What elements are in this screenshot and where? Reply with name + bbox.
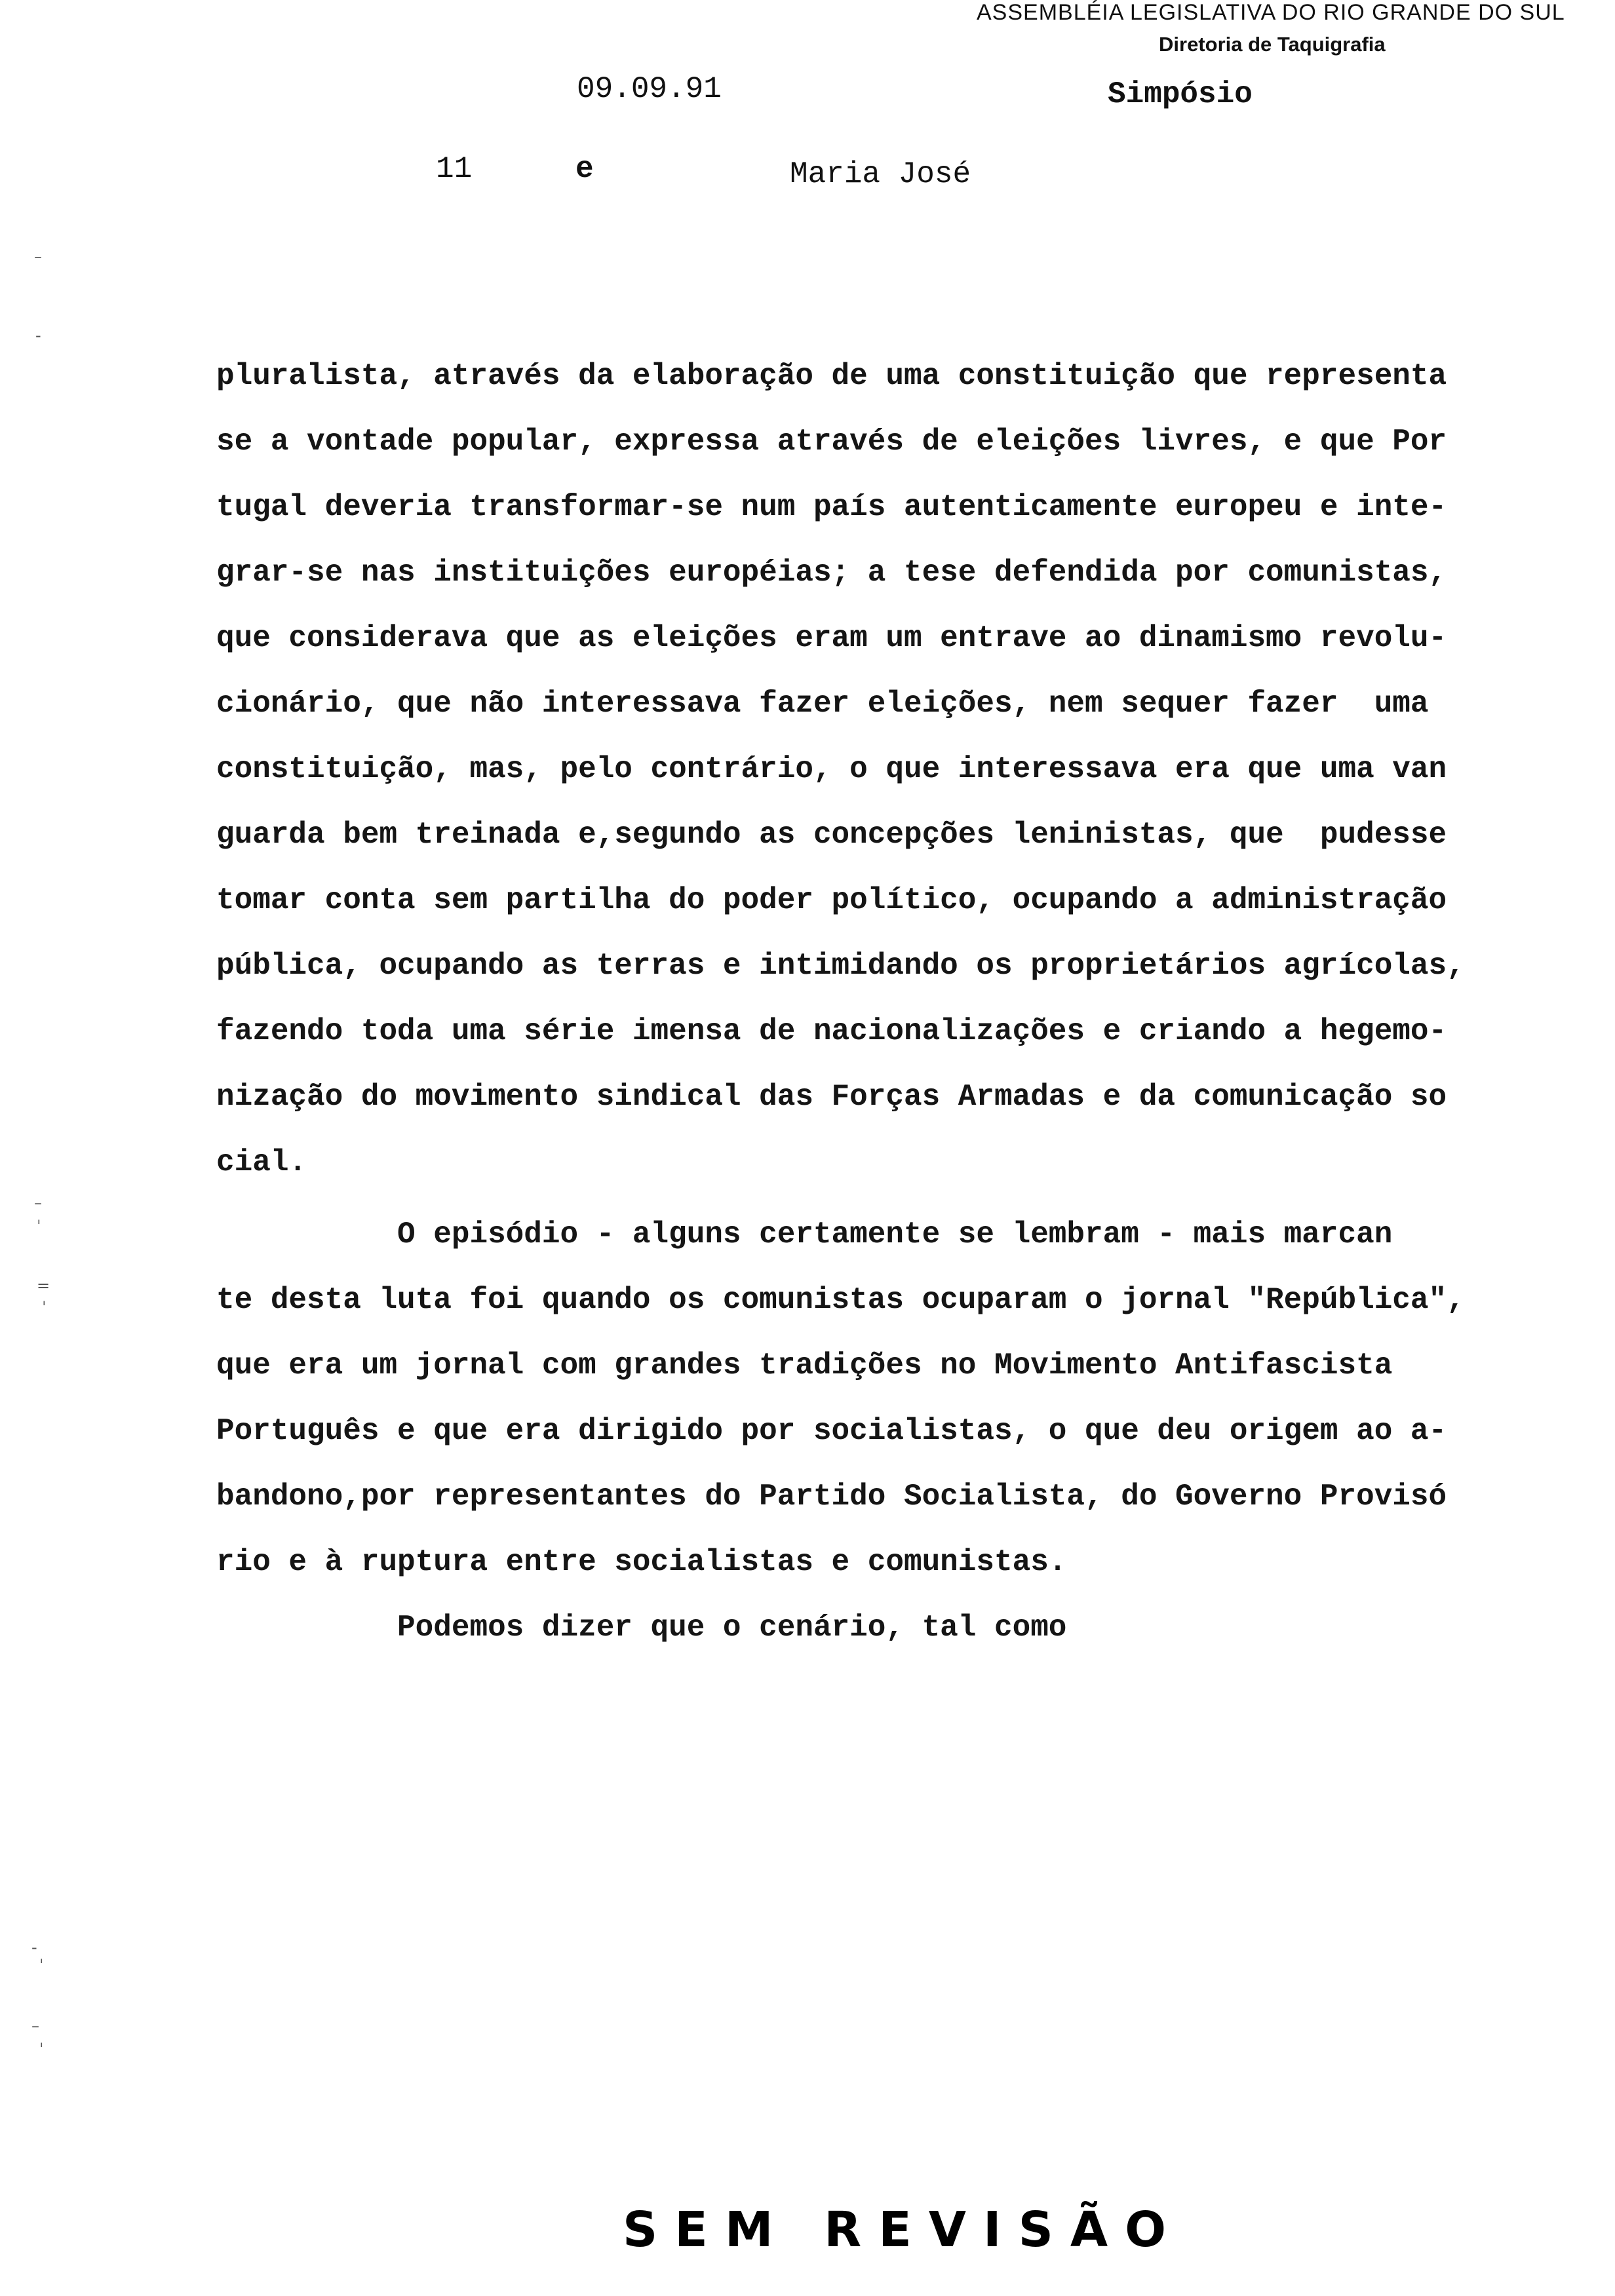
text-line: Português e que era dirigido por socialistas, o que deu origem ao a-	[216, 1414, 1447, 1448]
text-line: grar-se nas instituições européias; a tese defendida por comunistas,	[216, 556, 1447, 590]
text-line: tomar conta sem partilha do poder político, ocupando a administração	[216, 883, 1447, 917]
margin-mark: –	[31, 2017, 39, 2035]
margin-mark: ˈ	[42, 1299, 47, 1317]
margin-mark: ˈ	[39, 2040, 44, 2059]
event-name: Simpósio	[1108, 77, 1253, 111]
text-line: O episódio - alguns certamente se lembram - mais marcan	[216, 1217, 1393, 1252]
margin-mark: ‐	[31, 1938, 37, 1957]
text-line: Podemos dizer que o cenário, tal como	[216, 1611, 1067, 1645]
text-line: que era um jornal com grandes tradições no Movimento Antifascista	[216, 1349, 1393, 1383]
text-line: fazendo toda uma série imensa de nacionalizações e criando a hegemo-	[216, 1014, 1447, 1048]
sheet-number: 11	[436, 152, 473, 186]
text-line: que considerava que as eleições eram um entrave ao dinamismo revolu-	[216, 621, 1447, 655]
text-line: nização do movimento sindical das Forças Armadas e da comunicação so	[216, 1080, 1447, 1114]
department-header: Diretoria de Taquigrafia	[1159, 33, 1386, 56]
text-line: te desta luta foi quando os comunistas ocuparam o jornal "República",	[216, 1283, 1465, 1317]
margin-mark: –	[34, 248, 42, 266]
margin-mark: =	[37, 1276, 50, 1295]
margin-mark: ˈ	[39, 1957, 44, 1975]
text-line: cial.	[216, 1145, 307, 1179]
text-line: tugal deveria transformar-se num país autenticamente europeu e inte-	[216, 490, 1447, 524]
session-date: 09.09.91	[577, 72, 722, 106]
text-line: se a vontade popular, expressa através de eleições livres, e que Por	[216, 425, 1447, 459]
text-line: constituição, mas, pelo contrário, o que interessava era que uma van	[216, 752, 1447, 786]
text-line: rio e à ruptura entre socialistas e comunistas.	[216, 1545, 1067, 1579]
sheet-marker: e	[575, 152, 594, 186]
text-line: pública, ocupando as terras e intimidando os proprietários agrícolas,	[216, 949, 1465, 983]
institution-header: ASSEMBLÉIA LEGISLATIVA DO RIO GRANDE DO SUL	[977, 0, 1565, 25]
revision-stamp: SEM REVISÃO	[623, 2202, 1184, 2258]
text-line: pluralista, através da elaboração de uma constituição que representa	[216, 359, 1447, 393]
text-line: cionário, que não interessava fazer eleições, nem sequer fazer uma	[216, 687, 1429, 721]
speaker-name: Maria José	[790, 157, 971, 191]
text-line: bandono,por representantes do Partido Socialista, do Governo Provisó	[216, 1480, 1447, 1514]
margin-mark: ˈ	[37, 1217, 41, 1236]
margin-mark: ‐	[35, 326, 41, 345]
text-line: guarda bem treinada e,segundo as concepções leninistas, que pudesse	[216, 818, 1447, 852]
margin-mark: –	[34, 1194, 42, 1212]
